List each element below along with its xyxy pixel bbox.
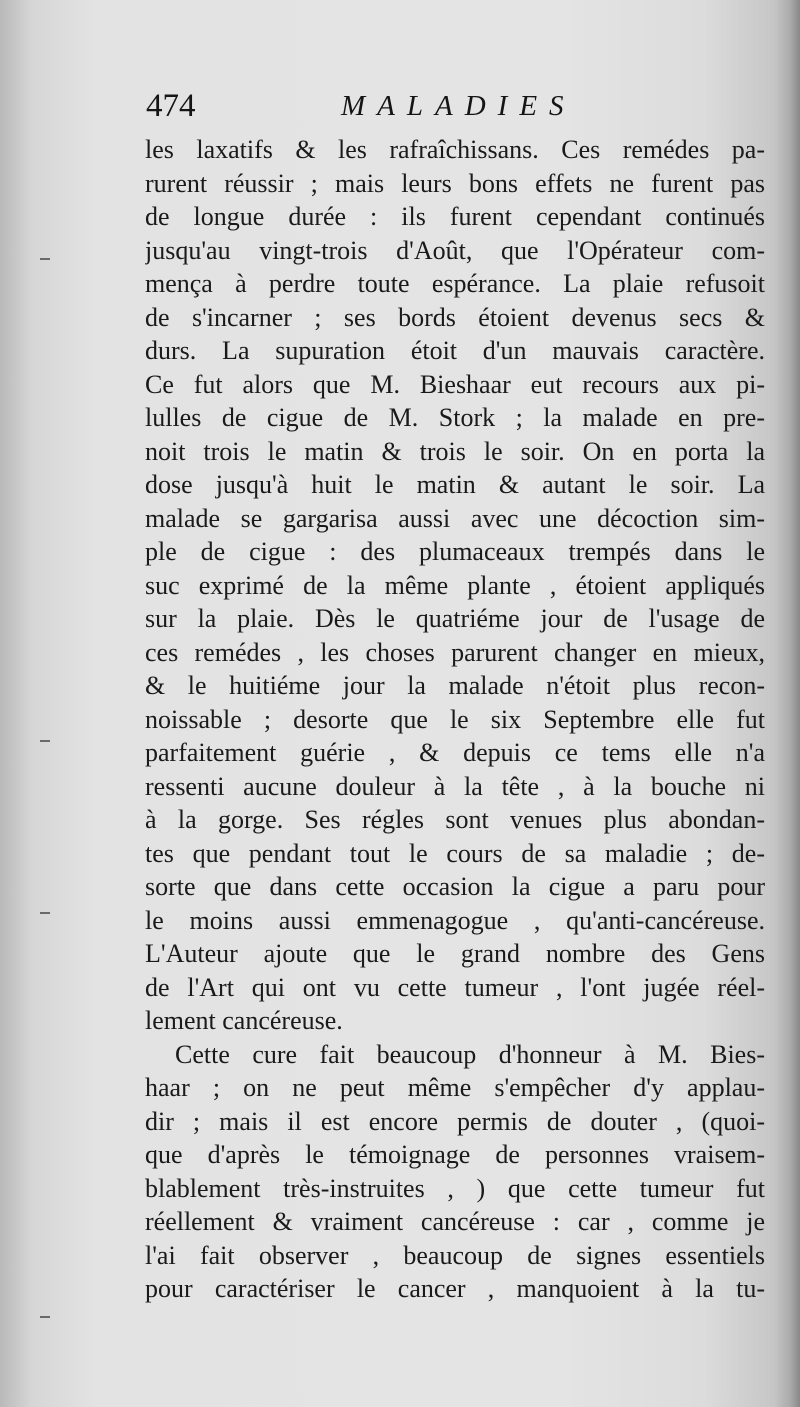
body-text [145, 133, 765, 1306]
text-line: tes que pendant tout le cours de sa maladie ; de- [145, 838, 765, 868]
text-line: les laxatifs & les rafraîchissans. Ces remédes pa- [145, 135, 765, 164]
text-line: lulles de cigue de M. Stork ; la malade en pre- [145, 403, 765, 432]
text-line: de longue durée : ils furent cependant continués [145, 202, 765, 231]
text-line: ple de cigue : des plumaceaux trempés dans le [145, 537, 765, 566]
text-line: suc exprimé de la même plante , étoient appliqués [145, 570, 765, 600]
text-line: sorte que dans cette occasion la cigue a paru pour [145, 872, 765, 901]
text-line: de l'Art qui ont vu cette tumeur , l'ont jugée réel- [145, 972, 765, 1002]
margin-mark [40, 740, 50, 742]
text-line: durs. La supuration étoit d'un mauvais caractère. [145, 336, 765, 365]
text-line: le moins aussi emmenagogue , qu'anti-cancéreuse. [145, 905, 765, 935]
page-header [146, 88, 760, 132]
text-line: ces remédes , les choses parurent changer en mieux, [145, 637, 765, 667]
text-line: que d'après le témoignage de personnes vraisem- [145, 1140, 765, 1169]
text-line: malade se gargarisa aussi avec une décoction sim- [145, 503, 765, 533]
page-number: 474 [146, 88, 196, 124]
text-line: blablement très-instruites , ) que cette tumeur fut [145, 1173, 765, 1203]
text-line: l'ai fait observer , beaucoup de signes essentiels [145, 1240, 765, 1270]
text-line: mença à perdre toute espérance. La plaie refusoit [145, 269, 765, 298]
text-line: réellement & vraiment cancéreuse : car , comme je [145, 1207, 765, 1236]
margin-mark [40, 912, 50, 914]
text-line: & le huitiéme jour la malade n'étoit plus recon- [145, 671, 765, 700]
margin-mark [40, 258, 50, 260]
text-line: à la gorge. Ses régles sont venues plus abondan- [145, 805, 765, 834]
text-line: parfaitement guérie , & depuis ce tems elle n'a [145, 738, 765, 767]
text-line: rurent réussir ; mais leurs bons effets ne furent pas [145, 168, 765, 198]
text-line: dose jusqu'à huit le matin & autant le soir. La [145, 470, 765, 499]
text-line: ressenti aucune douleur à la tête , à la bouche ni [145, 771, 765, 801]
text-line: L'Auteur ajoute que le grand nombre des Gens [145, 939, 765, 968]
margin-mark [40, 1316, 50, 1318]
running-head: MALADIES [341, 90, 576, 122]
text-line: noit trois le matin & trois le soir. On en porta la [145, 436, 765, 466]
text-line: jusqu'au vingt-trois d'Août, que l'Opérateur com- [145, 235, 765, 265]
text-line: Ce fut alors que M. Bieshaar eut recours aux pi- [145, 369, 765, 399]
text-line: haar ; on ne peut même s'empêcher d'y applau- [145, 1073, 765, 1102]
text-line: pour caractériser le cancer , manquoient à la tu- [145, 1274, 765, 1303]
text-line: de s'incarner ; ses bords étoient devenus secs & [145, 302, 765, 332]
text-line: dir ; mais il est encore permis de douter , (quoi- [145, 1106, 765, 1136]
text-line: noissable ; desorte que le six Septembre elle fut [145, 704, 765, 734]
text-line: lement cancéreuse. [145, 1006, 343, 1035]
text-line: sur la plaie. Dès le quatriéme jour de l'usage de [145, 604, 765, 633]
text-line: Cette cure fait beaucoup d'honneur à M. Bies- [175, 1039, 765, 1069]
